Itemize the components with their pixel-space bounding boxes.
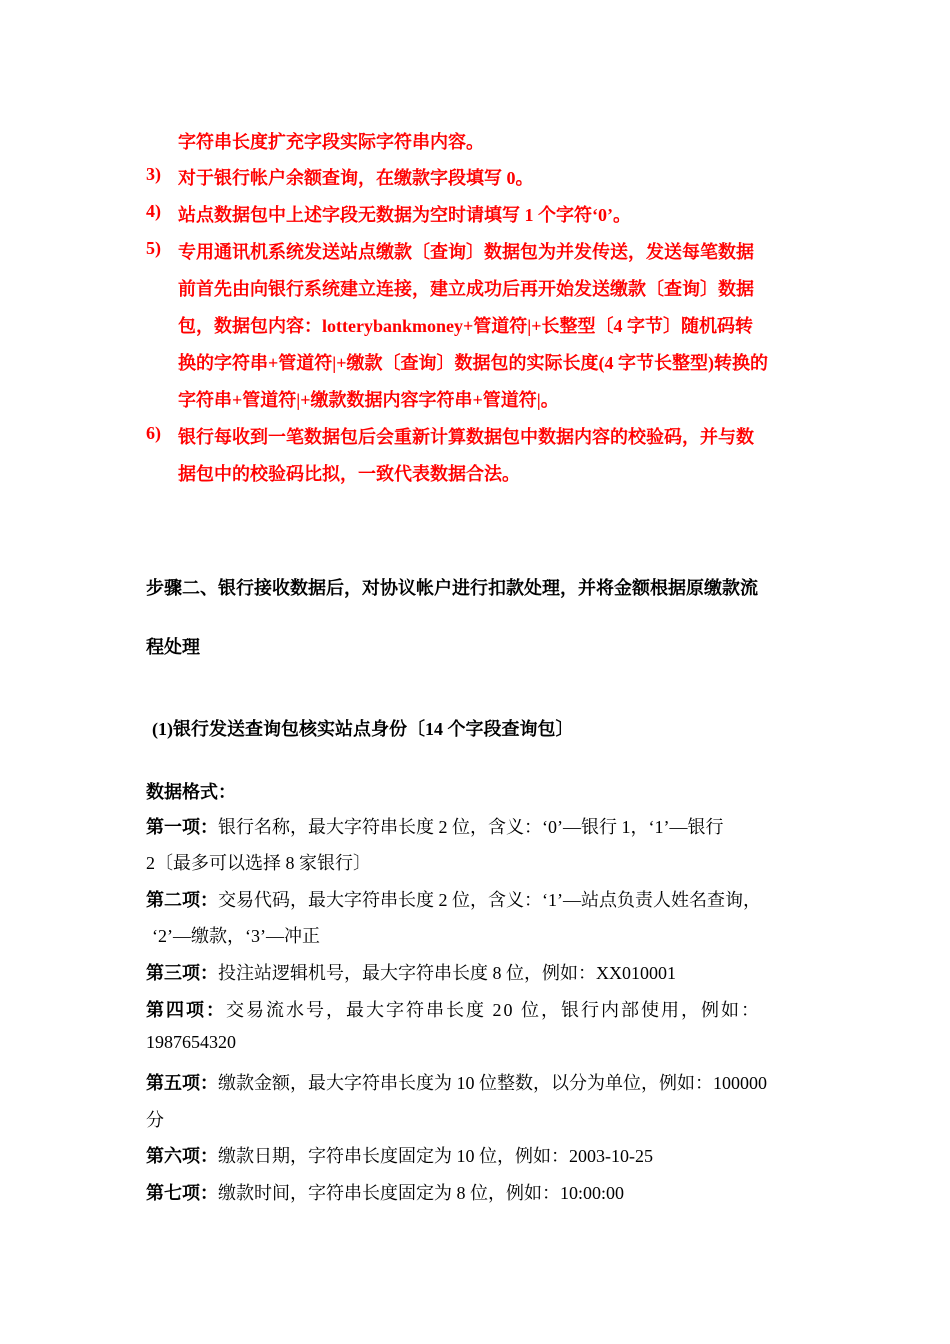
field-line <box>146 959 676 985</box>
field-text: 交易流水号，最大字符串长度 20 位，银行内部使用，例如： <box>226 1000 761 1020</box>
format-label: 数据格式： <box>146 782 236 802</box>
field-cont: ‘2’—缴款，‘3’—冲正 <box>152 926 320 946</box>
list-item-number: 5) <box>146 238 161 258</box>
field-text: 缴款日期，字符串长度固定为 10 位，例如：2003-10-25 <box>218 1146 653 1166</box>
field-text: 银行名称，最大字符串长度 2 位，含义：‘0’—银行 1，‘1’—银行 <box>218 817 724 837</box>
field-line <box>146 996 761 1022</box>
field-cont: 1987654320 <box>146 1032 236 1052</box>
list-item-text: 站点数据包中上述字段无数据为空时请填写 1 个字符‘0’。 <box>178 205 631 225</box>
field-cont: 分 <box>146 1110 164 1130</box>
field-label: 第六项： <box>146 1146 218 1166</box>
field-line <box>146 813 723 839</box>
step-heading: 步骤二、银行接收数据后，对协议帐户进行扣款处理，并将金额根据原缴款流 <box>146 578 758 598</box>
field-label: 第七项： <box>146 1183 218 1203</box>
field-line <box>146 886 761 912</box>
field-line <box>146 1142 653 1168</box>
field-label: 第五项： <box>146 1073 218 1093</box>
field-label: 第二项： <box>146 890 218 910</box>
field-label: 第一项： <box>146 817 218 837</box>
field-text: 缴款金额，最大字符串长度为 10 位整数，以分为单位，例如：100000 <box>218 1073 767 1093</box>
field-cont: 2〔最多可以选择 8 家银行〕 <box>146 853 371 873</box>
list-item-text: 字符串+管道符|+缴款数据内容字符串+管道符|。 <box>178 390 559 410</box>
field-label: 第四项： <box>146 1000 226 1020</box>
list-item-text: 前首先由向银行系统建立连接，建立成功后再开始发送缴款〔查询〕数据 <box>178 279 754 299</box>
list-item-number: 3) <box>146 164 161 184</box>
list-item-text: 换的字符串+管道符|+缴款〔查询〕数据包的实际长度(4 字节长整型)转换的 <box>178 353 768 373</box>
list-item-text: 对于银行帐户余额查询，在缴款字段填写 0。 <box>178 168 534 188</box>
list-item-text: 据包中的校验码比拟，一致代表数据合法。 <box>178 464 520 484</box>
list-item-number: 4) <box>146 201 161 221</box>
field-line <box>146 1069 767 1095</box>
field-line <box>146 1179 624 1205</box>
list-continuation: 字符串长度扩充字段实际字符串内容。 <box>178 132 484 152</box>
field-text: 交易代码，最大字符串长度 2 位，含义：‘1’—站点负责人姓名查询， <box>218 890 761 910</box>
field-text: 缴款时间，字符串长度固定为 8 位，例如：10:00:00 <box>218 1183 624 1203</box>
field-text: 投注站逻辑机号，最大字符串长度 8 位，例如：XX010001 <box>218 963 676 983</box>
list-item-text: 银行每收到一笔数据包后会重新计算数据包中数据内容的校验码，并与数 <box>178 427 754 447</box>
list-item-number: 6) <box>146 423 161 443</box>
step-heading-cont: 程处理 <box>146 637 200 657</box>
section-subheading: (1)银行发送查询包核实站点身份〔14 个字段查询包〕 <box>152 719 574 739</box>
list-item-text: 专用通讯机系统发送站点缴款〔查询〕数据包为并发传送，发送每笔数据 <box>178 242 754 262</box>
field-label: 第三项： <box>146 963 218 983</box>
list-item-text: 包，数据包内容：lotterybankmoney+管道符|+长整型〔4 字节〕随机码转 <box>178 316 753 336</box>
